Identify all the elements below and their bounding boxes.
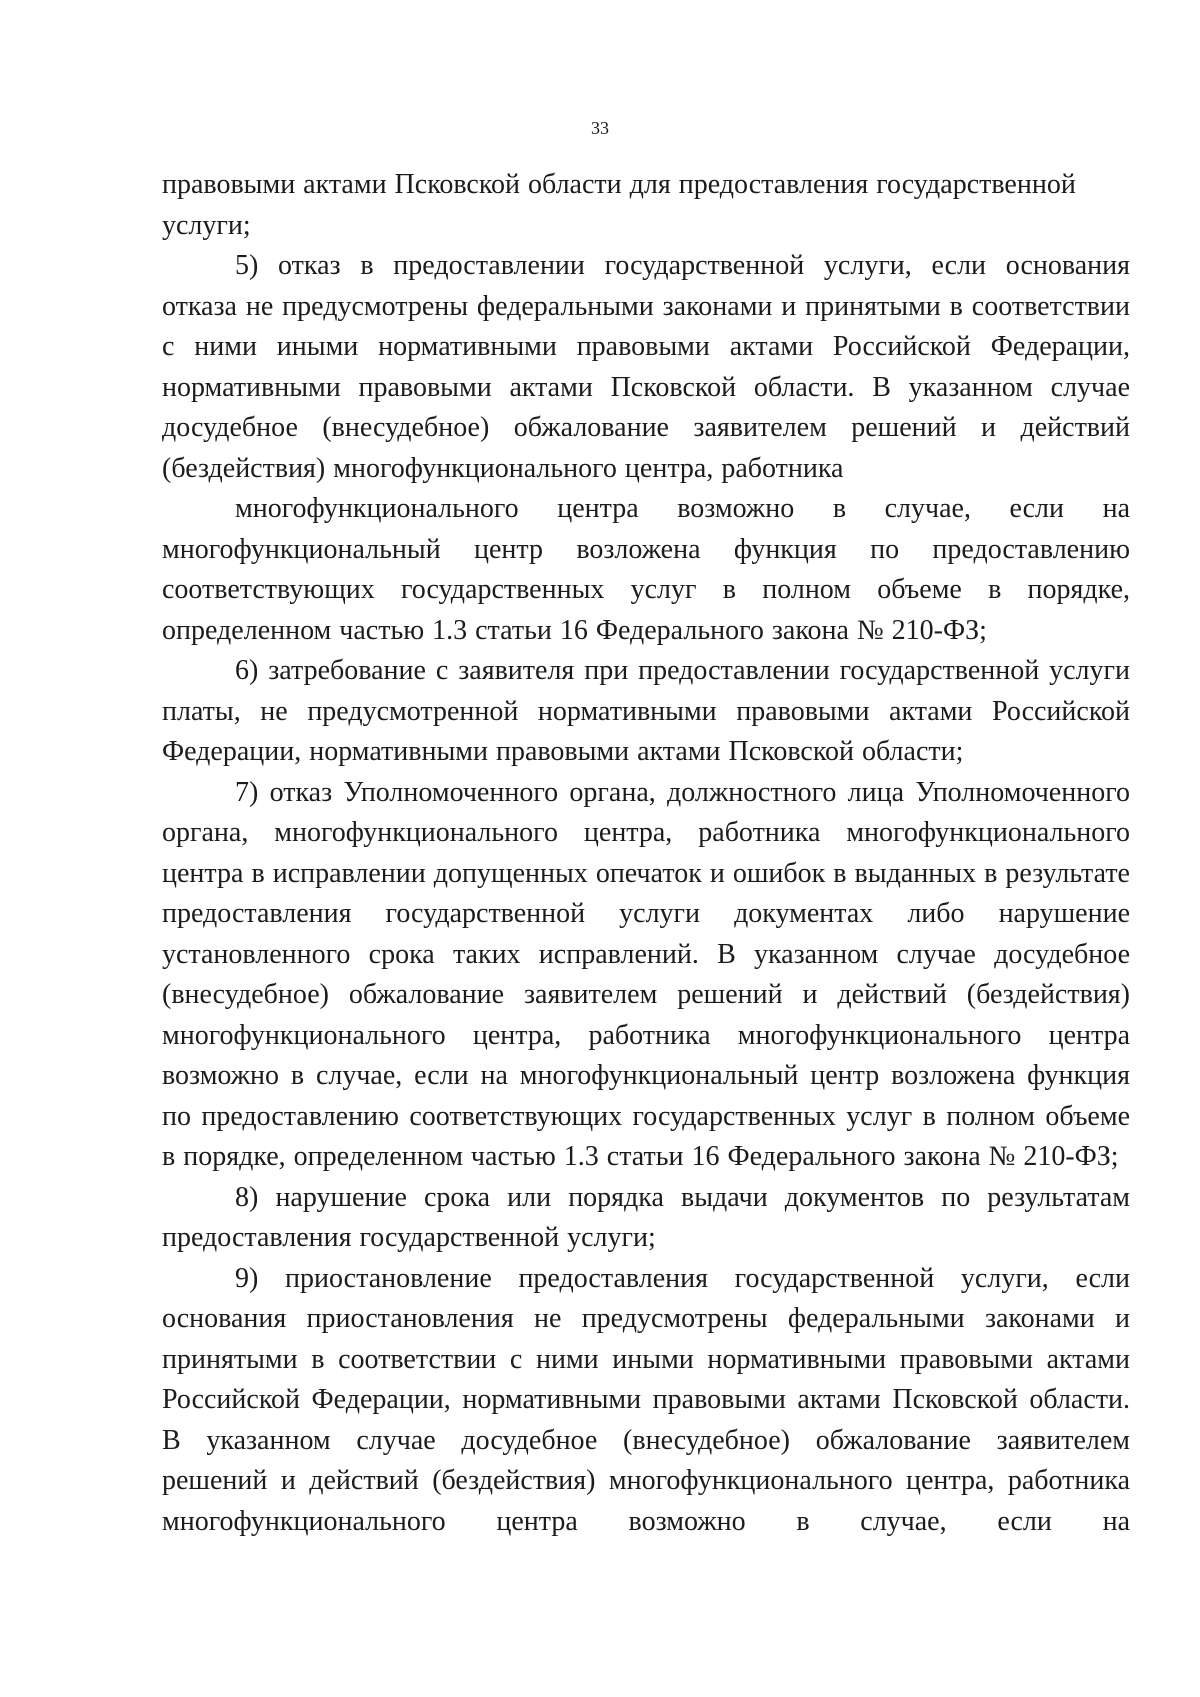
paragraph-continuation: правовыми актами Псковской области для предоставления государственной услуги;	[162, 169, 1076, 241]
paragraph-item-6: 6) затребование с заявителя при предоставлении государственной услуги платы, не предусмотренной нормативными правовыми актами Российской Федерации, нормативными правовыми актами Псковской области;	[162, 655, 1130, 767]
paragraph-item-8: 8) нарушение срока или порядка выдачи документов по результатам предоставления государственной услуги;	[162, 1181, 1130, 1253]
paragraph-item-7: 7) отказ Уполномоченного органа, должностного лица Уполномоченного органа, многофункционального центра, работника многофункционального центра в исправлении допущенных опечаток и ошибок в выданных в результате предоставления государственной услуги документах либо нарушение установленного срока таких исправлений. В указанном случае досудебное (внесудебное) обжалование заявителем решений и действий (бездействия) многофункционального центра, работника многофункционального центра возможно в случае, если на многофункциональный центр возложена функция по предоставлению соответствующих государственных услуг в полном объеме в порядке, определенном частью 1.3 статьи 16 Федерального закона № 210-ФЗ;	[162, 776, 1130, 1172]
paragraph-item-5-continuation: многофункционального центра возможно в случае, если на многофункциональный центр возложена функция по предоставлению соответствующих государственных услуг в полном объеме в порядке, определенном частью 1.3 статьи 16 Федерального закона № 210-ФЗ;	[162, 493, 1130, 646]
body-text	[162, 165, 1130, 1542]
paragraph-item-5: 5) отказ в предоставлении государственной услуги, если основания отказа не предусмотрены федеральными законами и принятыми в соответствии с ними иными нормативными правовыми актами Российской Федерации, нормативными правовыми актами Псковской области. В указанном случае досудебное (внесудебное) обжалование заявителем решений и действий (бездействия) многофункционального центра, работника	[162, 250, 1130, 484]
paragraph-item-9: 9) приостановление предоставления государственной услуги, если основания приостановления не предусмотрены федеральными законами и принятыми в соответствии с ними иными нормативными правовыми актами Российской Федерации, нормативными правовыми актами Псковской области. В указанном случае досудебное (внесудебное) обжалование заявителем решений и действий (бездействия) многофункционального центра, работника многофункционального центра возможно в случае, если на	[162, 1262, 1130, 1537]
page-number: 33	[591, 118, 609, 138]
